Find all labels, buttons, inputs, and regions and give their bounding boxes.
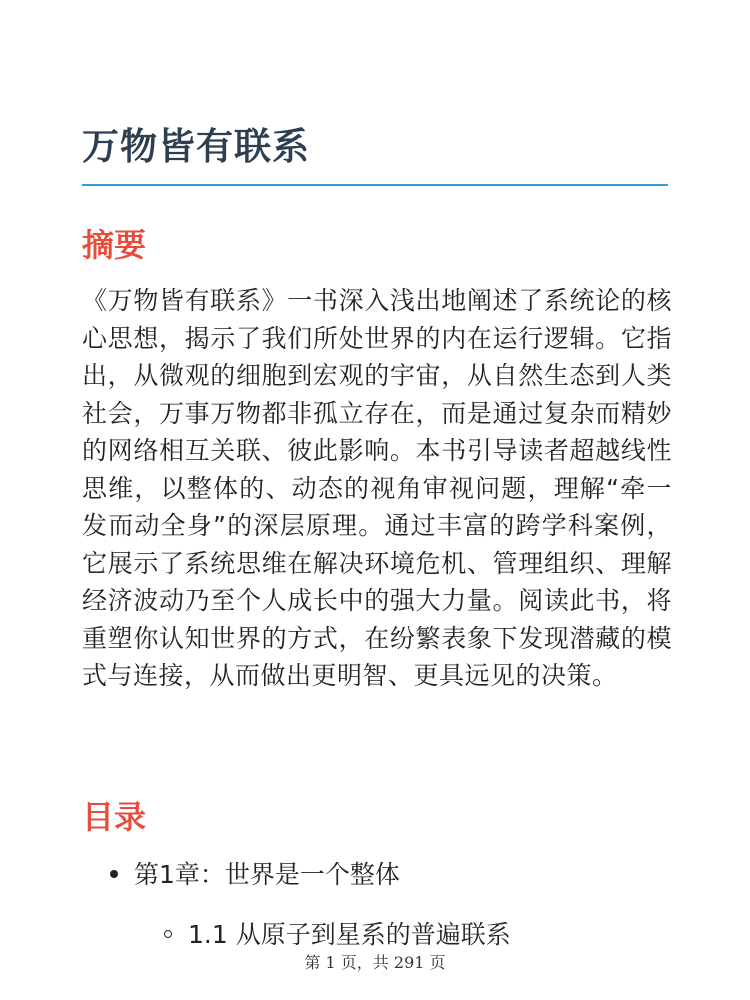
toc-section-item[interactable]: [164, 915, 511, 955]
abstract-paragraph: 《万物皆有联系》一书深入浅出地阐述了系统论的核心思想，揭示了我们所处世界的内在运行逻辑。它指出，从微观的细胞到宏观的宇宙，从自然生态到人类社会，万事万物都非孤立存在，而是通过复杂而精妙的网络相互关联、彼此影响。本书引导读者超越线性思维，以整体的、动态的视角审视问题，理解“牵一发而动全身”的深层原理。通过丰富的跨学科案例，它展示了系统思维在解决环境危机、管理组织、理解经济波动乃至个人成长中的强大力量。阅读此书，将重塑你认知世界的方式，在纷繁表象下发现潜藏的模式与连接，从而做出更明智、更具远见的决策。: [82, 286, 672, 690]
toc-heading: 目录: [82, 798, 147, 836]
title-divider: [82, 184, 668, 186]
toc-section-label: 1.1 从原子到星系的普遍联系: [188, 920, 511, 949]
bullet-disc-icon: [110, 870, 118, 878]
bullet-circle-icon: [164, 930, 172, 938]
book-title: 万物皆有联系: [82, 125, 310, 168]
abstract-heading: 摘要: [82, 226, 147, 264]
toc-chapter-label: 第1章：世界是一个整体: [134, 860, 400, 889]
page-number-footer: 第 1 页，共 291 页: [304, 953, 446, 972]
toc-chapter-item[interactable]: [110, 855, 400, 895]
